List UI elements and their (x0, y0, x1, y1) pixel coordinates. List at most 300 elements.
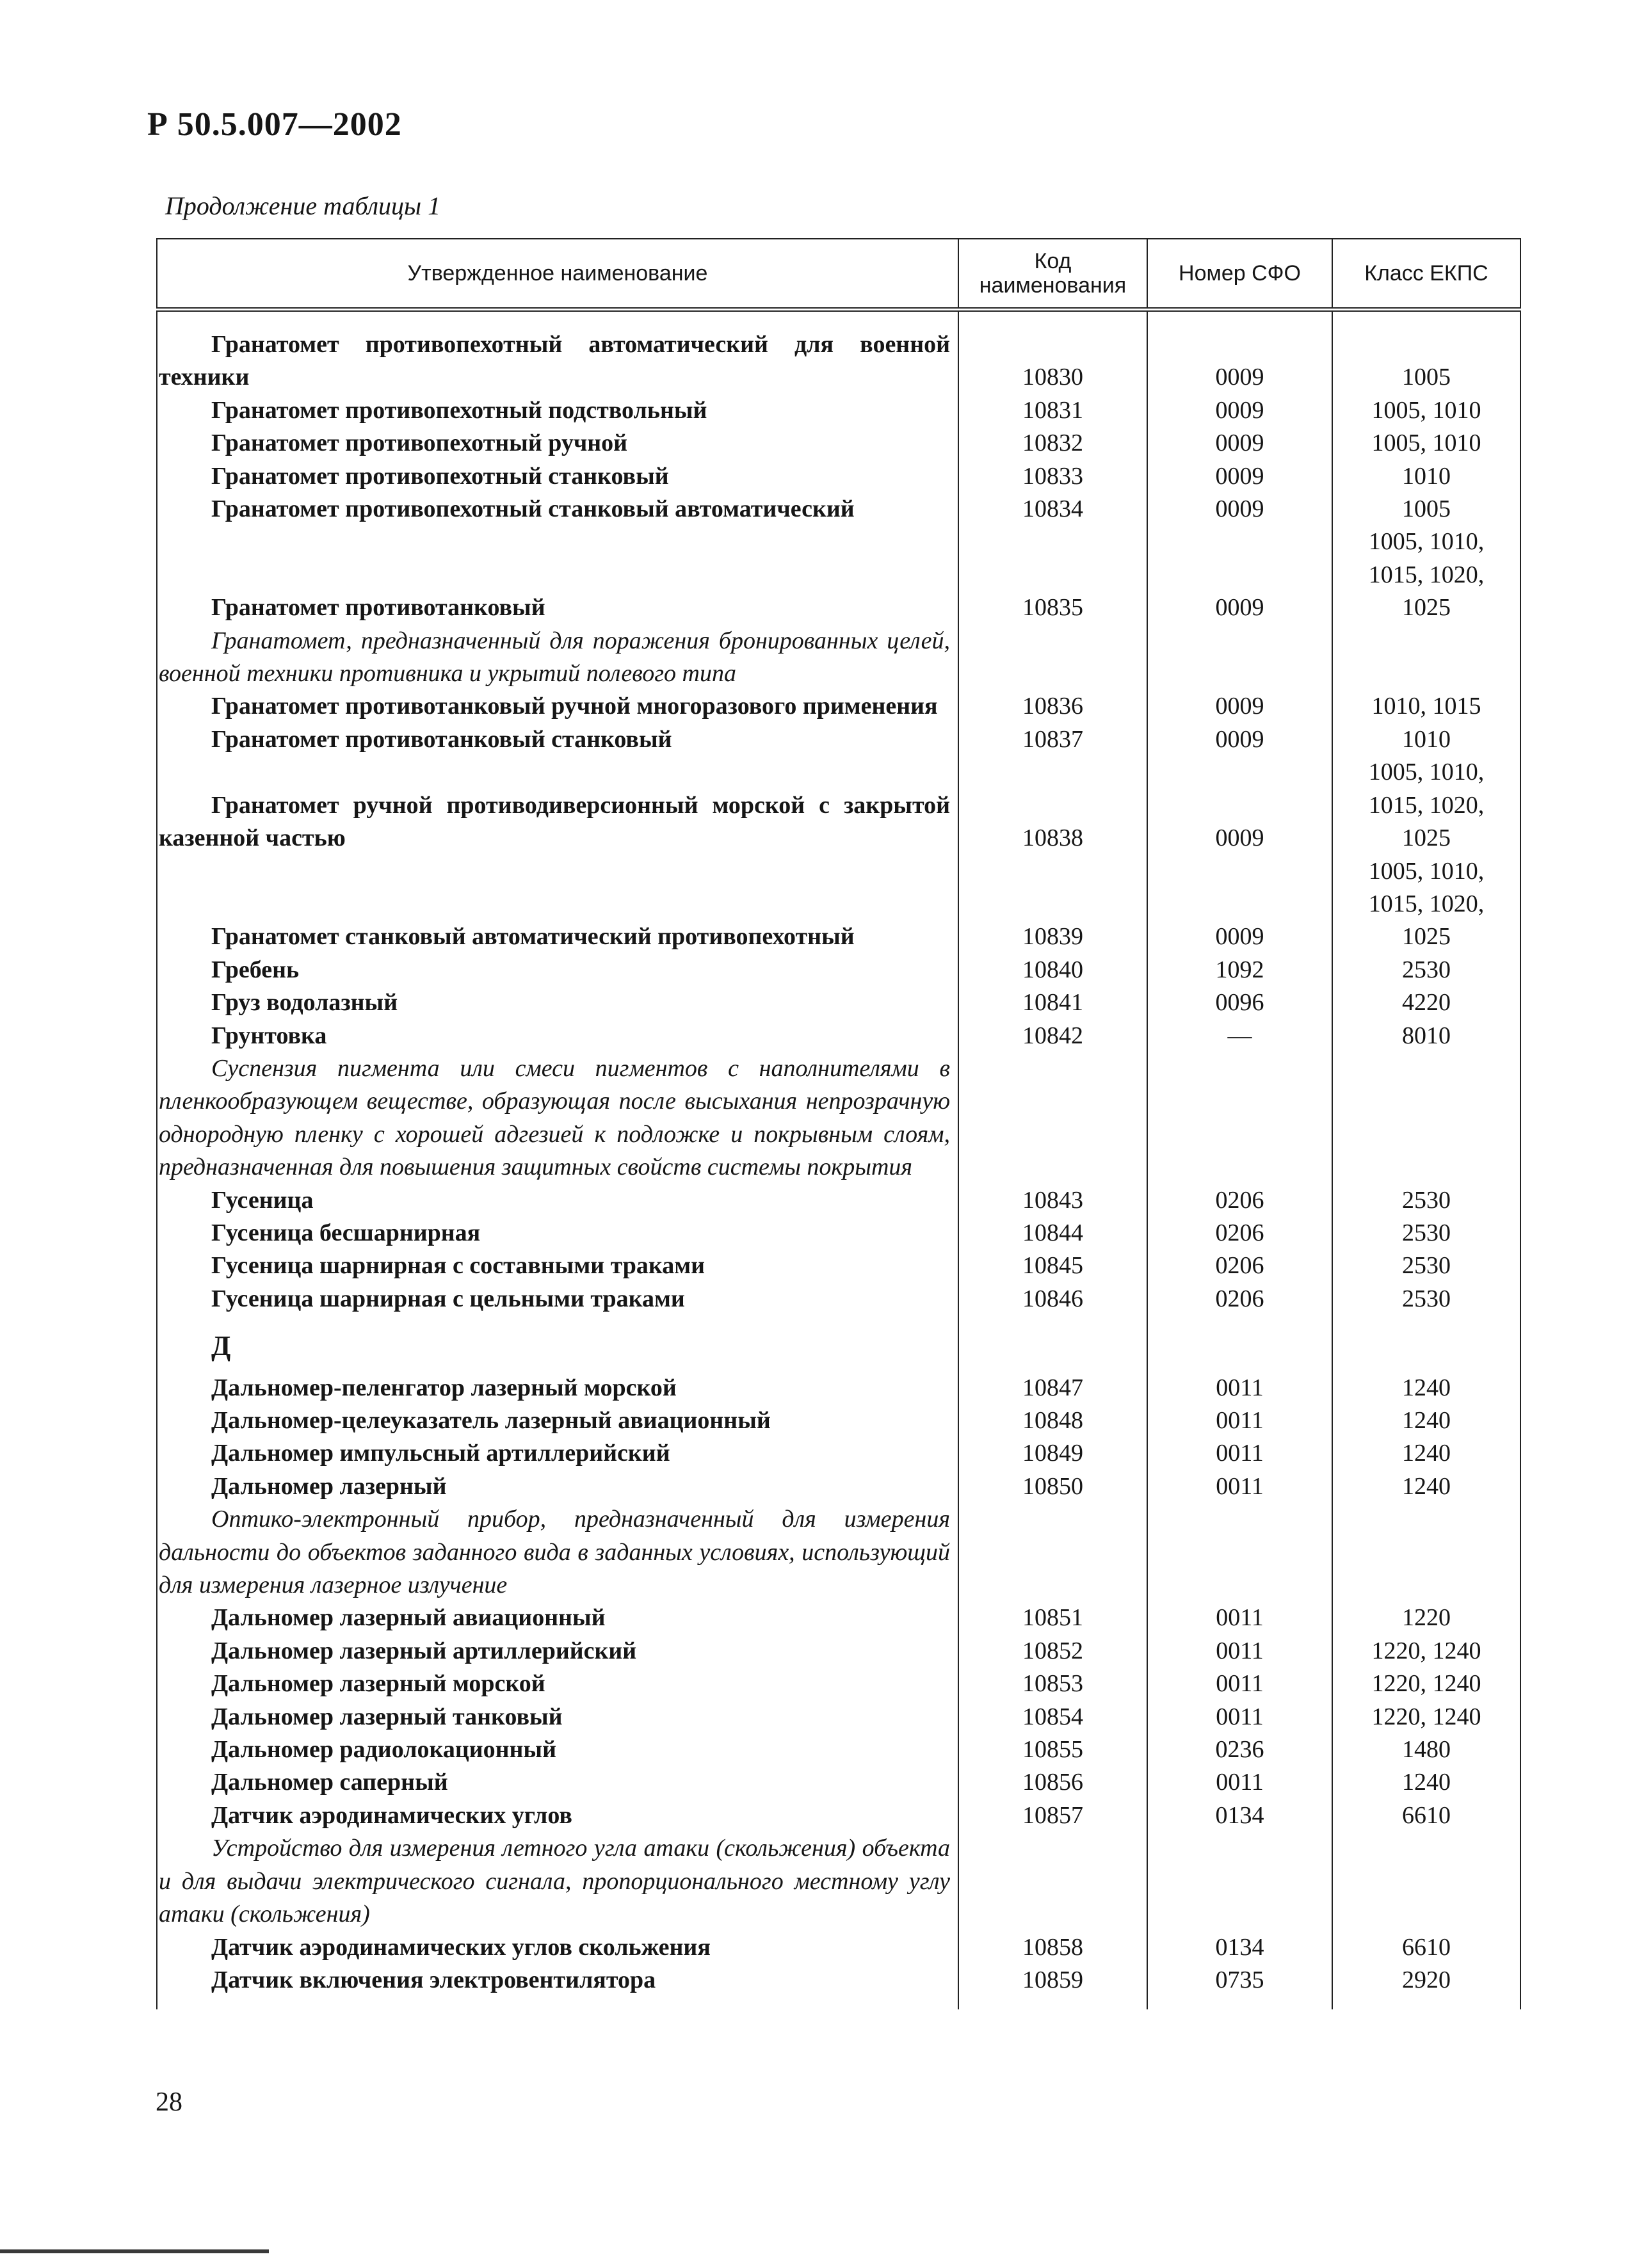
cell-sfo (1147, 690, 1332, 723)
cell-code (958, 1372, 1147, 1404)
cell-code-value: 10855 (1022, 1736, 1083, 1764)
term-name: Гранатомет противотанковый (211, 594, 545, 622)
term-name: Датчик аэродинамических углов (211, 1801, 572, 1829)
cell-code-value: 10841 (1022, 989, 1083, 1017)
cell-sfo (1147, 526, 1332, 624)
cell-sfo-value: 0206 (1215, 1186, 1264, 1214)
cell-ekps-value: 8010 (1402, 1022, 1451, 1049)
cell-sfo-value: 0011 (1216, 1407, 1264, 1434)
term-name: Дальномер лазерный авиационный (211, 1604, 606, 1632)
table-row (157, 986, 1520, 1019)
cell-ekps-value: 2920 (1402, 1966, 1451, 1993)
cell-sfo (1147, 1931, 1332, 1964)
classifier-table (156, 238, 1521, 2009)
cell-ekps (1332, 1250, 1520, 1282)
term-name: Груз водолазный (211, 989, 398, 1017)
term-name: Гранатомет противотанковый ручной многоразового применения (211, 693, 938, 720)
cell-sfo (1147, 756, 1332, 855)
cell-name (157, 328, 958, 394)
cell-sfo-value: 0011 (1216, 1670, 1264, 1698)
cell-code-value: 10845 (1022, 1252, 1083, 1280)
cell-code (958, 1404, 1147, 1437)
cell-sfo (1147, 1635, 1332, 1668)
cell-code (958, 1701, 1147, 1733)
cell-sfo-value: 0096 (1215, 989, 1264, 1017)
cell-code (958, 723, 1147, 756)
cell-sfo-value: 0206 (1215, 1285, 1264, 1312)
cell-ekps-value: 1480 (1402, 1736, 1451, 1764)
cell-code-value: 10852 (1022, 1637, 1083, 1664)
cell-code (958, 690, 1147, 723)
cell-ekps (1332, 1799, 1520, 1832)
cell-sfo (1147, 1217, 1332, 1250)
term-name: Гранатомет противопехотный автоматический для военной техники (159, 331, 950, 391)
cell-code-value: 10857 (1022, 1801, 1083, 1829)
cell-sfo (1147, 1799, 1332, 1832)
cell-name (157, 625, 958, 691)
cell-sfo-value: 0009 (1215, 725, 1264, 753)
cell-sfo (1147, 1602, 1332, 1634)
cell-code-value: 10830 (1022, 364, 1083, 391)
term-name: Дальномер саперный (211, 1769, 448, 1796)
table-bottom-spacer (157, 1997, 1520, 2009)
cell-ekps (1332, 986, 1520, 1019)
definition-row (157, 1052, 1520, 1184)
table-row (157, 460, 1520, 493)
definition-row (157, 1832, 1520, 1931)
cell-code (958, 1799, 1147, 1832)
cell-name (157, 954, 958, 986)
cell-code (958, 1668, 1147, 1700)
term-name: Дальномер радиолокационный (211, 1736, 556, 1764)
table-row (157, 1766, 1520, 1799)
cell-ekps-value: 6610 (1402, 1933, 1451, 1961)
cell-name (157, 1315, 958, 1371)
cell-name (157, 1964, 958, 1997)
definition-row (157, 625, 1520, 691)
table-row (157, 1404, 1520, 1437)
table-row (157, 1437, 1520, 1470)
cell-code (958, 1184, 1147, 1217)
cell-code (958, 1217, 1147, 1250)
document-code: Р 50.5.007—2002 (147, 106, 402, 143)
table-row (157, 1701, 1520, 1733)
cell-ekps (1332, 690, 1520, 723)
cell-name (157, 1250, 958, 1282)
cell-ekps (1332, 328, 1520, 394)
page-number: 28 (156, 2087, 182, 2117)
cell-name (157, 1020, 958, 1052)
cell-sfo-value: — (1227, 1022, 1252, 1049)
cell-code (958, 1931, 1147, 1964)
cell-sfo-value: 0134 (1215, 1801, 1264, 1829)
scan-edge-line (0, 2249, 269, 2253)
term-name: Гусеница шарнирная с цельными траками (211, 1285, 685, 1312)
cell-ekps (1332, 1503, 1520, 1602)
cell-sfo-value: 0236 (1215, 1736, 1264, 1764)
cell-sfo (1147, 1701, 1332, 1733)
term-name: Датчик включения электровентилятора (211, 1966, 656, 1993)
cell-ekps-value: 2530 (1402, 1219, 1451, 1246)
cell-name (157, 1217, 958, 1250)
cell-sfo-value: 0009 (1215, 923, 1264, 951)
cell-ekps (1332, 954, 1520, 986)
term-name: Дальномер лазерный (211, 1472, 447, 1500)
definition-text: Оптико-электронный прибор, предназначенный для измерения дальности до объектов заданного вида в заданных условиях, использующий для измерения лазерное излучение (159, 1506, 950, 1599)
cell-ekps-value: 1010 (1402, 462, 1451, 490)
cell-ekps-value: 1005 (1402, 364, 1451, 391)
table-row (157, 723, 1520, 756)
cell-name (157, 427, 958, 460)
cell-code-value: 10835 (1022, 594, 1083, 622)
cell-code-value: 10858 (1022, 1933, 1083, 1961)
cell-ekps (1332, 1964, 1520, 1997)
cell-code (958, 1635, 1147, 1668)
cell-ekps (1332, 756, 1520, 855)
cell-ekps (1332, 1315, 1520, 1371)
cell-ekps-value: 1005, 1010, 1015, 1020, 1025 (1368, 759, 1485, 852)
cell-ekps-value: 1005 (1402, 495, 1451, 523)
table-row (157, 1283, 1520, 1315)
table-header-row (157, 239, 1520, 310)
cell-ekps-value: 1010, 1015 (1371, 693, 1481, 720)
cell-ekps (1332, 526, 1520, 624)
cell-name (157, 460, 958, 493)
cell-sfo (1147, 1503, 1332, 1602)
cell-sfo-value: 0011 (1216, 1637, 1264, 1664)
cell-ekps-value: 1010 (1402, 725, 1451, 753)
cell-name (157, 1733, 958, 1766)
term-name: Гранатомет противопехотный станковый автоматический (211, 495, 855, 523)
cell-sfo-value: 0009 (1215, 824, 1264, 852)
cell-code-value: 10840 (1022, 956, 1083, 983)
cell-name (157, 1184, 958, 1217)
term-name: Д (211, 1330, 231, 1362)
cell-ekps-value: 1005, 1010, 1015, 1020, 1025 (1368, 528, 1485, 622)
table-row (157, 1964, 1520, 1997)
cell-sfo-value: 0009 (1215, 495, 1264, 523)
cell-sfo-value: 0009 (1215, 430, 1264, 457)
cell-sfo (1147, 1668, 1332, 1700)
cell-sfo-value: 1092 (1215, 956, 1264, 983)
cell-name (157, 526, 958, 624)
cell-code (958, 1437, 1147, 1470)
term-name: Датчик аэродинамических углов скольжения (211, 1933, 711, 1961)
header-code: Код наименования (958, 239, 1147, 310)
term-name: Грунтовка (211, 1022, 327, 1049)
cell-sfo (1147, 1964, 1332, 1997)
cell-ekps (1332, 427, 1520, 460)
cell-code (958, 1766, 1147, 1799)
cell-code (958, 1832, 1147, 1931)
cell-sfo (1147, 1404, 1332, 1437)
cell-ekps (1332, 1372, 1520, 1404)
cell-code-value: 10832 (1022, 430, 1083, 457)
cell-ekps-value: 2530 (1402, 1252, 1451, 1280)
cell-sfo (1147, 1832, 1332, 1931)
cell-ekps (1332, 1602, 1520, 1634)
term-name: Гранатомет противотанковый станковый (211, 725, 672, 753)
cell-code (958, 855, 1147, 954)
cell-ekps (1332, 1184, 1520, 1217)
cell-code-value: 10850 (1022, 1472, 1083, 1500)
cell-ekps (1332, 493, 1520, 526)
table-spacer (157, 310, 1520, 329)
cell-sfo (1147, 625, 1332, 691)
table-row (157, 1372, 1520, 1404)
cell-name (157, 1404, 958, 1437)
cell-code (958, 954, 1147, 986)
cell-ekps (1332, 394, 1520, 427)
cell-code-value: 10846 (1022, 1285, 1083, 1312)
cell-ekps (1332, 625, 1520, 691)
cell-name (157, 723, 958, 756)
table-row (157, 1184, 1520, 1217)
cell-sfo-value: 0206 (1215, 1252, 1264, 1280)
cell-code-value: 10849 (1022, 1440, 1083, 1467)
term-name: Дальномер лазерный артиллерийский (211, 1637, 637, 1664)
cell-ekps-value: 1220, 1240 (1371, 1637, 1481, 1664)
cell-sfo-value: 0009 (1215, 396, 1264, 424)
cell-sfo (1147, 986, 1332, 1019)
cell-code (958, 526, 1147, 624)
cell-name (157, 1372, 958, 1404)
table-row (157, 1602, 1520, 1634)
cell-ekps (1332, 1832, 1520, 1931)
cell-code-value: 10836 (1022, 693, 1083, 720)
cell-name (157, 1799, 958, 1832)
cell-sfo-value: 0009 (1215, 693, 1264, 720)
cell-sfo (1147, 1250, 1332, 1282)
cell-code-value: 10834 (1022, 495, 1083, 523)
table-row (157, 1250, 1520, 1282)
table-row (157, 1931, 1520, 1964)
cell-sfo (1147, 1437, 1332, 1470)
cell-ekps-value: 1220 (1402, 1604, 1451, 1632)
cell-sfo (1147, 1733, 1332, 1766)
cell-code (958, 986, 1147, 1019)
cell-code-value: 10833 (1022, 462, 1083, 490)
cell-code (958, 1733, 1147, 1766)
cell-code (958, 1283, 1147, 1315)
term-name: Гусеница (211, 1186, 314, 1214)
table-row (157, 328, 1520, 394)
cell-code-value: 10853 (1022, 1670, 1083, 1698)
cell-sfo (1147, 460, 1332, 493)
cell-name (157, 1503, 958, 1602)
term-name: Гранатомет ручной противодиверсионный морской с закрытой казенной частью (159, 791, 950, 852)
table-row (157, 493, 1520, 526)
cell-sfo (1147, 855, 1332, 954)
cell-sfo (1147, 1315, 1332, 1371)
cell-sfo-value: 0009 (1215, 462, 1264, 490)
cell-sfo-value: 0011 (1216, 1374, 1264, 1401)
cell-name (157, 493, 958, 526)
cell-code-value: 10844 (1022, 1219, 1083, 1246)
cell-code (958, 1250, 1147, 1282)
table-row (157, 1020, 1520, 1052)
cell-name (157, 1470, 958, 1503)
cell-code (958, 1503, 1147, 1602)
cell-code-value: 10851 (1022, 1604, 1083, 1632)
cell-code-value: 10838 (1022, 824, 1083, 852)
cell-code-value: 10839 (1022, 923, 1083, 951)
cell-code-value: 10856 (1022, 1769, 1083, 1796)
cell-sfo (1147, 1020, 1332, 1052)
cell-sfo (1147, 1766, 1332, 1799)
cell-name (157, 690, 958, 723)
cell-sfo-value: 0011 (1216, 1703, 1264, 1730)
header-name: Утвержденное наименование (157, 239, 958, 310)
table-row (157, 1668, 1520, 1700)
term-name: Гранатомет станковый автоматический противопехотный (211, 923, 855, 951)
cell-ekps (1332, 1931, 1520, 1964)
table-row (157, 1470, 1520, 1503)
cell-ekps-value: 1240 (1402, 1472, 1451, 1500)
cell-name (157, 1701, 958, 1733)
cell-sfo (1147, 427, 1332, 460)
cell-ekps-value: 1240 (1402, 1407, 1451, 1434)
cell-sfo (1147, 328, 1332, 394)
table-row (157, 427, 1520, 460)
cell-sfo (1147, 1283, 1332, 1315)
term-name: Дальномер импульсный артиллерийский (211, 1440, 670, 1467)
cell-sfo-value: 0011 (1216, 1472, 1264, 1500)
cell-code (958, 460, 1147, 493)
cell-ekps (1332, 1020, 1520, 1052)
cell-code (958, 394, 1147, 427)
cell-ekps-value: 4220 (1402, 989, 1451, 1017)
cell-ekps (1332, 1701, 1520, 1733)
term-name: Дальномер лазерный морской (211, 1670, 545, 1698)
cell-sfo (1147, 954, 1332, 986)
header-ekps: Класс ЕКПС (1332, 239, 1520, 310)
cell-name (157, 1437, 958, 1470)
table-row (157, 526, 1520, 624)
cell-sfo (1147, 1470, 1332, 1503)
cell-code (958, 1315, 1147, 1371)
cell-name (157, 1602, 958, 1634)
cell-code (958, 493, 1147, 526)
cell-sfo (1147, 723, 1332, 756)
table-row (157, 954, 1520, 986)
cell-ekps (1332, 1470, 1520, 1503)
term-name: Дальномер-пеленгатор лазерный морской (211, 1374, 677, 1401)
cell-ekps (1332, 1668, 1520, 1700)
cell-ekps-value: 1005, 1010 (1371, 396, 1481, 424)
letter-heading-row (157, 1315, 1520, 1371)
cell-sfo (1147, 394, 1332, 427)
cell-ekps (1332, 460, 1520, 493)
cell-name (157, 1766, 958, 1799)
cell-code-value: 10831 (1022, 396, 1083, 424)
cell-name (157, 1283, 958, 1315)
table-row (157, 756, 1520, 855)
cell-name (157, 1635, 958, 1668)
cell-code (958, 427, 1147, 460)
cell-code-value: 10859 (1022, 1966, 1083, 1993)
cell-code (958, 1020, 1147, 1052)
cell-ekps (1332, 1404, 1520, 1437)
cell-name (157, 1052, 958, 1184)
term-name: Гранатомет противопехотный подствольный (211, 396, 707, 424)
cell-code (958, 625, 1147, 691)
cell-sfo-value: 0134 (1215, 1933, 1264, 1961)
cell-ekps (1332, 1437, 1520, 1470)
table-caption: Продолжение таблицы 1 (165, 191, 441, 220)
table-row (157, 1217, 1520, 1250)
cell-ekps-value: 1220, 1240 (1371, 1703, 1481, 1730)
cell-ekps (1332, 1635, 1520, 1668)
definition-row (157, 1503, 1520, 1602)
cell-code (958, 1964, 1147, 1997)
cell-ekps-value: 1005, 1010 (1371, 430, 1481, 457)
cell-name (157, 394, 958, 427)
cell-code (958, 756, 1147, 855)
cell-code (958, 328, 1147, 394)
cell-name (157, 1668, 958, 1700)
term-name: Гусеница шарнирная с составными траками (211, 1252, 705, 1280)
cell-ekps-value: 1220, 1240 (1371, 1670, 1481, 1698)
cell-ekps (1332, 1217, 1520, 1250)
cell-sfo (1147, 493, 1332, 526)
cell-name (157, 986, 958, 1019)
cell-ekps-value: 1240 (1402, 1440, 1451, 1467)
cell-sfo-value: 0011 (1216, 1440, 1264, 1467)
cell-code-value: 10837 (1022, 725, 1083, 753)
cell-ekps (1332, 723, 1520, 756)
cell-ekps-value: 1240 (1402, 1374, 1451, 1401)
term-name: Гусеница бесшарнирная (211, 1219, 481, 1246)
term-name: Гранатомет противопехотный ручной (211, 430, 628, 457)
cell-sfo (1147, 1184, 1332, 1217)
table-row (157, 394, 1520, 427)
cell-sfo-value: 0009 (1215, 364, 1264, 391)
table-row (157, 855, 1520, 954)
cell-sfo-value: 0206 (1215, 1219, 1264, 1246)
cell-code-value: 10854 (1022, 1703, 1083, 1730)
cell-code-value: 10848 (1022, 1407, 1083, 1434)
cell-sfo-value: 0009 (1215, 594, 1264, 622)
cell-ekps (1332, 1766, 1520, 1799)
cell-ekps (1332, 1283, 1520, 1315)
cell-sfo (1147, 1372, 1332, 1404)
cell-ekps-value: 6610 (1402, 1801, 1451, 1829)
definition-text: Устройство для измерения летного угла атаки (скольжения) объекта и для выдачи электрического сигнала, пропорционального местному углу атаки (скольжения) (159, 1835, 950, 1928)
cell-ekps (1332, 1733, 1520, 1766)
cell-code (958, 1052, 1147, 1184)
cell-code-value: 10842 (1022, 1022, 1083, 1049)
cell-code (958, 1470, 1147, 1503)
cell-sfo-value: 0011 (1216, 1769, 1264, 1796)
term-name: Гранатомет противопехотный станковый (211, 462, 669, 490)
cell-sfo (1147, 1052, 1332, 1184)
cell-code-value: 10847 (1022, 1374, 1083, 1401)
cell-sfo-value: 0735 (1215, 1966, 1264, 1993)
cell-ekps-value: 2530 (1402, 956, 1451, 983)
term-name: Гребень (211, 956, 300, 983)
table-row (157, 1733, 1520, 1766)
term-name: Дальномер лазерный танковый (211, 1703, 563, 1730)
cell-sfo-value: 0011 (1216, 1604, 1264, 1632)
cell-ekps-value: 2530 (1402, 1186, 1451, 1214)
cell-ekps (1332, 855, 1520, 954)
cell-name (157, 1832, 958, 1931)
term-name: Дальномер-целеуказатель лазерный авиационный (211, 1407, 771, 1434)
cell-ekps-value: 2530 (1402, 1285, 1451, 1312)
cell-ekps-value: 1005, 1010, 1015, 1020, 1025 (1368, 857, 1485, 951)
cell-name (157, 855, 958, 954)
